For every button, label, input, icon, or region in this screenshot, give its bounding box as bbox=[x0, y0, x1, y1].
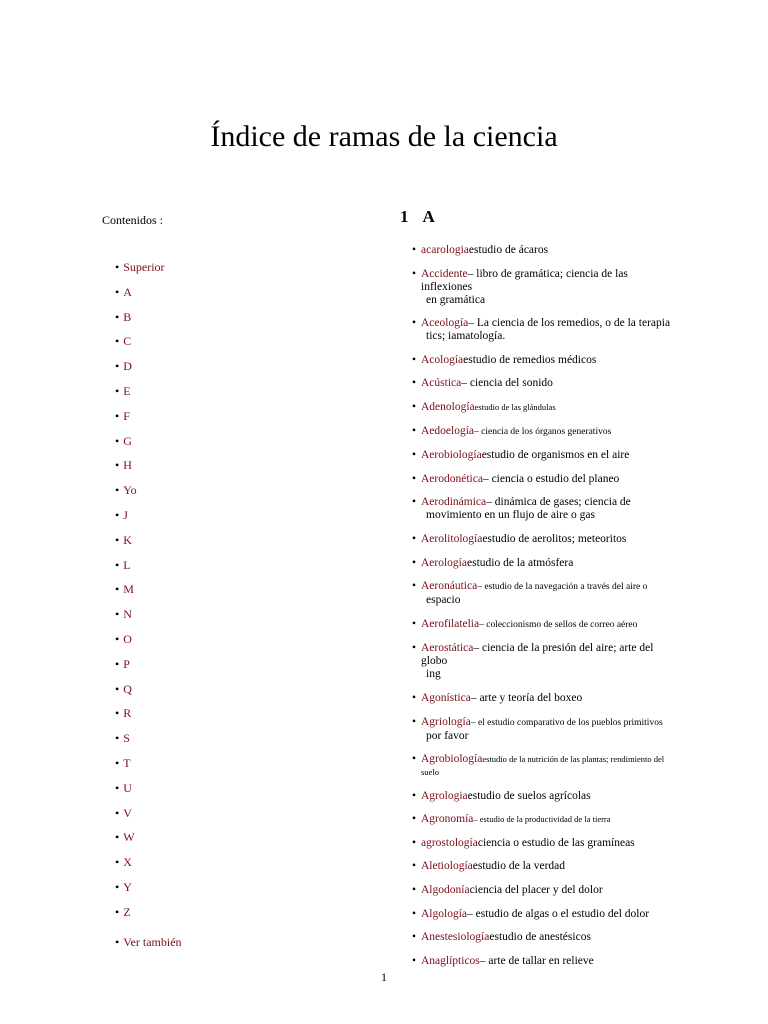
toc-link[interactable]: Ver también bbox=[123, 934, 182, 949]
entry-item bbox=[412, 618, 674, 632]
bullet-icon: • bbox=[115, 755, 120, 770]
entry-term-link[interactable]: Aerología bbox=[421, 556, 467, 569]
entry-definition-continuation: movimiento en un flujo de aire o gas bbox=[426, 509, 595, 522]
toc-link[interactable]: B bbox=[123, 309, 132, 324]
entry-term-link[interactable]: Algología bbox=[421, 907, 467, 920]
entry-item bbox=[412, 533, 674, 546]
entry-item bbox=[412, 317, 674, 343]
bullet-icon: • bbox=[115, 607, 120, 622]
bullet-icon: • bbox=[412, 556, 417, 569]
bullet-icon: • bbox=[412, 715, 417, 728]
bullet-icon: • bbox=[115, 631, 120, 646]
entry-definition-continuation: tics; iamatología. bbox=[426, 330, 506, 343]
toc-link[interactable]: R bbox=[123, 706, 132, 721]
bullet-icon: • bbox=[115, 934, 120, 949]
toc-link[interactable]: A bbox=[123, 284, 132, 299]
toc-link[interactable]: D bbox=[123, 359, 132, 374]
toc-item bbox=[115, 705, 182, 730]
toc-link[interactable]: O bbox=[123, 631, 132, 646]
entry-definition: estudio de ácaros bbox=[468, 244, 549, 256]
entry-item bbox=[412, 473, 674, 486]
bullet-icon: • bbox=[115, 805, 120, 820]
entry-definition: – ciencia de la presión del aire; arte del globo bbox=[421, 642, 654, 668]
page-title: Índice de ramas de la ciencia bbox=[210, 120, 558, 153]
bullet-icon: • bbox=[412, 907, 417, 920]
toc-item bbox=[115, 433, 182, 458]
toc-link[interactable]: Superior bbox=[123, 260, 165, 274]
toc-link[interactable]: X bbox=[123, 855, 132, 870]
toc-item bbox=[115, 259, 182, 284]
entry-definition: – libro de gramática; ciencia de las inflexiones bbox=[421, 267, 628, 293]
toc-item bbox=[115, 333, 182, 358]
entry-item bbox=[412, 790, 674, 803]
entry-definition: estudio de aerolitos; meteoritos bbox=[482, 532, 627, 545]
entry-term-link[interactable]: Aerofilatelia bbox=[421, 617, 480, 630]
toc-item bbox=[115, 681, 182, 706]
bullet-icon: • bbox=[115, 904, 120, 919]
entry-item bbox=[412, 692, 674, 705]
entry-term-link[interactable]: Agrologia bbox=[421, 789, 468, 802]
toc-item bbox=[115, 934, 182, 959]
entry-definition: – coleccionismo de sellos de correo aéreo bbox=[479, 619, 638, 630]
bullet-icon: • bbox=[412, 244, 417, 256]
entry-term-link[interactable]: Agriología bbox=[421, 715, 471, 728]
entry-term-link[interactable]: Aerodinámica bbox=[421, 496, 487, 509]
toc-link[interactable]: P bbox=[123, 656, 130, 671]
entry-item bbox=[412, 377, 674, 390]
bullet-icon: • bbox=[412, 753, 417, 766]
table-of-contents bbox=[115, 259, 182, 958]
entry-term-link[interactable]: Aeronáutica bbox=[421, 580, 478, 593]
entry-item bbox=[412, 268, 674, 307]
bullet-icon: • bbox=[115, 879, 120, 894]
bullet-icon: • bbox=[115, 830, 120, 845]
entry-item bbox=[412, 401, 674, 414]
toc-item bbox=[115, 507, 182, 532]
toc-link[interactable]: Y bbox=[123, 879, 132, 894]
bullet-icon: • bbox=[115, 359, 120, 374]
entry-item bbox=[412, 884, 674, 897]
entry-definition: – arte de tallar en relieve bbox=[479, 954, 594, 967]
bullet-icon: • bbox=[115, 433, 120, 448]
toc-link[interactable]: L bbox=[123, 557, 131, 572]
entry-item bbox=[412, 931, 674, 944]
bullet-icon: • bbox=[412, 954, 417, 967]
toc-item bbox=[115, 581, 182, 606]
entry-item bbox=[412, 449, 674, 462]
entry-item bbox=[412, 908, 674, 921]
entry-term-link[interactable]: Aedoelogía bbox=[421, 424, 475, 437]
entry-term-link[interactable]: Aerodonética bbox=[421, 472, 483, 485]
entry-term-link[interactable]: Aletiología bbox=[421, 860, 473, 873]
bullet-icon: • bbox=[115, 706, 120, 721]
toc-item bbox=[115, 408, 182, 433]
bullet-icon: • bbox=[115, 507, 120, 522]
entry-term-link[interactable]: Agonística bbox=[421, 691, 471, 704]
toc-item bbox=[115, 656, 182, 681]
bullet-icon: • bbox=[115, 284, 120, 299]
toc-link[interactable]: K bbox=[123, 532, 132, 547]
toc-link[interactable]: T bbox=[123, 755, 131, 770]
bullet-icon: • bbox=[412, 884, 417, 897]
toc-link[interactable]: Z bbox=[123, 904, 131, 919]
entry-term-link[interactable]: Aerobiología bbox=[421, 449, 482, 462]
entry-definition-continuation: por favor bbox=[426, 729, 469, 742]
entry-definition: estudio de remedios médicos bbox=[463, 353, 597, 366]
entry-definition: – La ciencia de los remedios, o de la terapia bbox=[468, 317, 671, 330]
bullet-icon: • bbox=[115, 260, 120, 274]
entry-definition: – estudio de la navegación a través del aire o bbox=[477, 582, 648, 593]
entry-definition: ciencia del placer y del dolor bbox=[469, 884, 603, 897]
entry-item bbox=[412, 496, 674, 522]
toc-link[interactable]: W bbox=[123, 830, 135, 845]
entry-definition: – ciencia del sonido bbox=[461, 377, 553, 390]
entry-definition: – arte y teoría del boxeo bbox=[470, 691, 583, 704]
toc-item bbox=[115, 805, 182, 830]
entry-item bbox=[412, 354, 674, 367]
entry-item bbox=[412, 813, 674, 826]
toc-link[interactable]: J bbox=[123, 507, 128, 522]
bullet-icon: • bbox=[412, 377, 417, 390]
entry-term-link[interactable]: Algodonía bbox=[421, 884, 470, 897]
entry-term-link[interactable]: Aceología bbox=[421, 317, 469, 330]
entry-item bbox=[412, 580, 674, 607]
toc-link[interactable]: Q bbox=[123, 681, 132, 696]
toc-item bbox=[115, 730, 182, 755]
toc-link[interactable]: Yo bbox=[123, 483, 137, 498]
toc-item bbox=[115, 854, 182, 879]
bullet-icon: • bbox=[412, 836, 417, 849]
toc-heading: Contenidos : bbox=[102, 213, 164, 227]
toc-item bbox=[115, 780, 182, 805]
bullet-icon: • bbox=[412, 267, 417, 280]
toc-item bbox=[115, 309, 182, 334]
toc-item bbox=[115, 457, 182, 482]
entry-term-link[interactable]: acarologia bbox=[421, 244, 469, 256]
bullet-icon: • bbox=[115, 458, 120, 473]
entry-item bbox=[412, 955, 674, 968]
toc-link[interactable]: S bbox=[123, 731, 130, 746]
toc-link[interactable]: E bbox=[123, 383, 131, 398]
entry-definition: – dinámica de gases; ciencia de bbox=[486, 496, 631, 509]
section-number: 1 bbox=[400, 207, 409, 226]
entry-item bbox=[412, 716, 674, 743]
toc-item bbox=[115, 557, 182, 582]
entry-term-link[interactable]: Accidente bbox=[421, 267, 468, 280]
entry-term-link[interactable]: Agrobiología bbox=[421, 753, 483, 766]
bullet-icon: • bbox=[115, 780, 120, 795]
toc-link[interactable]: V bbox=[123, 805, 132, 820]
bullet-icon: • bbox=[412, 400, 417, 413]
entry-definition: estudio de la verdad bbox=[472, 860, 566, 873]
entry-definition: estudio de la atmósfera bbox=[466, 556, 574, 569]
entry-term-link[interactable]: Agronomía bbox=[421, 813, 474, 826]
toc-item bbox=[115, 904, 182, 929]
entry-definition: – el estudio comparativo de los pueblos primitivos bbox=[470, 717, 663, 728]
entry-definition-continuation: en gramática bbox=[426, 293, 486, 306]
bullet-icon: • bbox=[115, 557, 120, 572]
entry-definition: – ciencia de los órganos generativos bbox=[474, 426, 612, 437]
bullet-icon: • bbox=[412, 353, 417, 366]
entry-item bbox=[412, 425, 674, 439]
bullet-icon: • bbox=[115, 855, 120, 870]
section-letter: A bbox=[422, 207, 435, 226]
entry-definition: – estudio de algas o el estudio del dolor bbox=[467, 907, 650, 920]
toc-link[interactable]: M bbox=[123, 582, 134, 597]
bullet-icon: • bbox=[412, 691, 417, 704]
entry-term-link[interactable]: Adenología bbox=[421, 400, 475, 413]
bullet-icon: • bbox=[412, 860, 417, 873]
toc-link[interactable]: G bbox=[123, 433, 132, 448]
bullet-icon: • bbox=[115, 681, 120, 696]
bullet-icon: • bbox=[412, 813, 417, 826]
entry-definition: ciencia o estudio de las gramíneas bbox=[477, 836, 635, 849]
entry-item bbox=[412, 753, 674, 779]
toc-item bbox=[115, 755, 182, 780]
bullet-icon: • bbox=[115, 582, 120, 597]
toc-link[interactable]: N bbox=[123, 607, 132, 622]
entry-term-link[interactable]: Anaglípticos bbox=[421, 954, 480, 967]
bullet-icon: • bbox=[115, 532, 120, 547]
entry-term-link[interactable]: Aerostática bbox=[421, 642, 474, 655]
entry-term-link[interactable]: Anestesiología bbox=[421, 931, 490, 944]
bullet-icon: • bbox=[412, 532, 417, 545]
entry-term-link[interactable]: Acología bbox=[421, 353, 464, 366]
bullet-icon: • bbox=[412, 317, 417, 330]
entry-list bbox=[412, 244, 674, 978]
entry-definition: estudio de las glándulas bbox=[474, 401, 556, 412]
page-number: 1 bbox=[381, 970, 387, 984]
toc-item bbox=[115, 631, 182, 656]
entry-definition: – ciencia o estudio del planeo bbox=[482, 472, 620, 485]
bullet-icon: • bbox=[115, 408, 120, 423]
toc-item bbox=[115, 829, 182, 854]
bullet-icon: • bbox=[412, 617, 417, 630]
toc-item bbox=[115, 358, 182, 383]
entry-definition-continuation: ing bbox=[426, 668, 441, 681]
toc-link[interactable]: H bbox=[123, 458, 132, 473]
bullet-icon: • bbox=[115, 483, 120, 498]
entry-item bbox=[412, 837, 674, 850]
entry-item bbox=[412, 557, 674, 570]
toc-item bbox=[115, 482, 182, 507]
bullet-icon: • bbox=[412, 931, 417, 944]
bullet-icon: • bbox=[412, 449, 417, 462]
entry-term-link[interactable]: Acústica bbox=[421, 377, 462, 390]
bullet-icon: • bbox=[115, 334, 120, 349]
toc-item bbox=[115, 532, 182, 557]
toc-link[interactable]: U bbox=[123, 780, 132, 795]
entry-definition: estudio de anestésicos bbox=[489, 931, 591, 944]
toc-item bbox=[115, 383, 182, 408]
entry-definition-continuation: espacio bbox=[426, 594, 461, 607]
bullet-icon: • bbox=[412, 789, 417, 802]
toc-link[interactable]: F bbox=[123, 408, 130, 423]
entry-term-link[interactable]: agrostología bbox=[421, 836, 478, 849]
entry-item bbox=[412, 860, 674, 873]
bullet-icon: • bbox=[412, 580, 417, 593]
toc-item bbox=[115, 284, 182, 309]
entry-definition: – estudio de la productividad de la tierra bbox=[473, 814, 611, 825]
bullet-icon: • bbox=[115, 383, 120, 398]
entry-item bbox=[412, 642, 674, 681]
toc-item bbox=[115, 879, 182, 904]
entry-term-link[interactable]: Aerolitología bbox=[421, 532, 483, 545]
bullet-icon: • bbox=[412, 642, 417, 655]
bullet-icon: • bbox=[412, 424, 417, 437]
section-heading bbox=[400, 207, 435, 227]
bullet-icon: • bbox=[412, 496, 417, 509]
bullet-icon: • bbox=[412, 472, 417, 485]
bullet-icon: • bbox=[115, 731, 120, 746]
bullet-icon: • bbox=[115, 656, 120, 671]
entry-definition: estudio de suelos agrícolas bbox=[467, 789, 591, 802]
entry-definition: estudio de organismos en el aire bbox=[481, 449, 630, 462]
entry-item bbox=[412, 244, 674, 257]
entry-definition: estudio de la nutrición de las plantas; rendimiento del suelo bbox=[421, 754, 665, 778]
toc-item bbox=[115, 606, 182, 631]
toc-link[interactable]: C bbox=[123, 334, 132, 349]
bullet-icon: • bbox=[115, 309, 120, 324]
